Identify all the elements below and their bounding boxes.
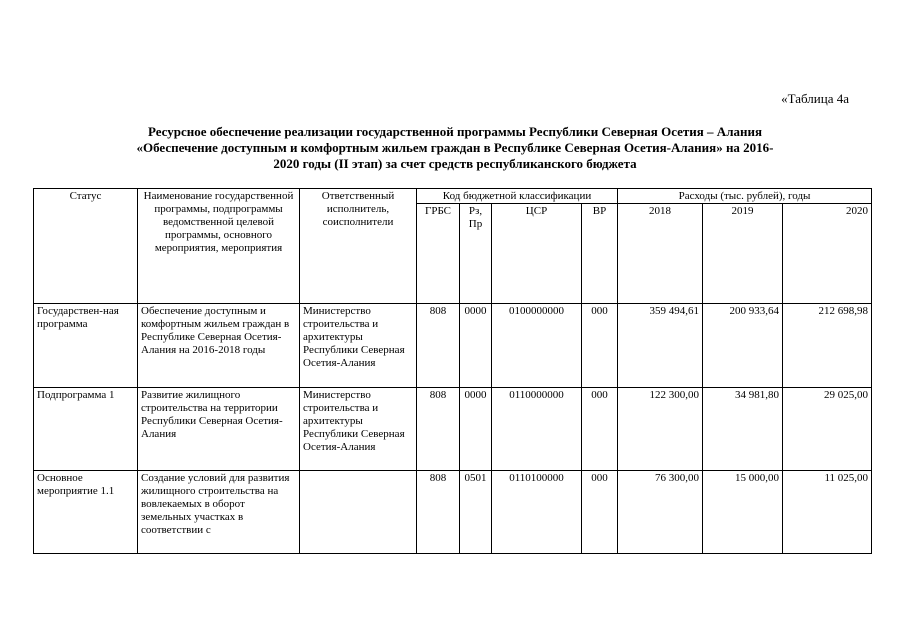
title-line-1: Ресурсное обеспечение реализации государственной программы Республики Северная Осетия – Алания bbox=[147, 124, 762, 139]
cell-vr: 000 bbox=[582, 304, 618, 388]
cell-vr: 000 bbox=[582, 388, 618, 471]
cell-status: Основное мероприятие 1.1 bbox=[34, 471, 138, 554]
header-csr: ЦСР bbox=[492, 204, 582, 304]
cell-2018: 359 494,61 bbox=[618, 304, 703, 388]
header-year-2020: 2020 bbox=[783, 204, 872, 304]
cell-2020: 29 025,00 bbox=[783, 388, 872, 471]
table-row bbox=[34, 388, 872, 471]
cell-2019: 200 933,64 bbox=[703, 304, 783, 388]
cell-name: Развитие жилищного строительства на территории Республики Северная Осетия-Алания bbox=[138, 388, 300, 471]
header-responsible: Ответственный исполнитель, соисполнители bbox=[300, 189, 417, 304]
cell-responsible: Министерство строительства и архитектуры Республики Северная Осетия-Алания bbox=[300, 388, 417, 471]
cell-2019: 15 000,00 bbox=[703, 471, 783, 554]
table-header-row bbox=[34, 189, 872, 204]
table-row bbox=[34, 304, 872, 388]
cell-rz-pr: 0501 bbox=[460, 471, 492, 554]
header-budget-code: Код бюджетной классификации bbox=[417, 189, 618, 204]
cell-rz-pr: 0000 bbox=[460, 388, 492, 471]
cell-2018: 76 300,00 bbox=[618, 471, 703, 554]
cell-grbs: 808 bbox=[417, 304, 460, 388]
cell-rz-pr: 0000 bbox=[460, 304, 492, 388]
cell-grbs: 808 bbox=[417, 471, 460, 554]
document-title bbox=[40, 124, 870, 172]
cell-grbs: 808 bbox=[417, 388, 460, 471]
cell-2020: 11 025,00 bbox=[783, 471, 872, 554]
table-row bbox=[34, 471, 872, 554]
cell-2018: 122 300,00 bbox=[618, 388, 703, 471]
resource-table bbox=[33, 188, 872, 554]
cell-status: Государствен-ная программа bbox=[34, 304, 138, 388]
cell-2020: 212 698,98 bbox=[783, 304, 872, 388]
cell-csr: 0110100000 bbox=[492, 471, 582, 554]
cell-responsible: Министерство строительства и архитектуры Республики Северная Осетия-Алания bbox=[300, 304, 417, 388]
cell-vr: 000 bbox=[582, 471, 618, 554]
header-expenses: Расходы (тыс. рублей), годы bbox=[618, 189, 872, 204]
title-line-3: 2020 годы (II этап) за счет средств республиканского бюджета bbox=[273, 156, 637, 171]
cell-name: Создание условий для развития жилищного строительства на вовлекаемых в оборот земельных участках в соответствии с bbox=[138, 471, 300, 554]
header-year-2018: 2018 bbox=[618, 204, 703, 304]
cell-csr: 0100000000 bbox=[492, 304, 582, 388]
title-line-2: «Обеспечение доступным и комфортным жильем граждан в Республике Северная Осетия-Алания» на 2016- bbox=[136, 140, 774, 155]
cell-status: Подпрограмма 1 bbox=[34, 388, 138, 471]
header-name: Наименование государственной программы, подпрограммы ведомственной целевой программы, основного мероприятия, мероприятия bbox=[138, 189, 300, 304]
table-number-label: «Таблица 4а bbox=[781, 91, 849, 106]
cell-name: Обеспечение доступным и комфортным жильем граждан в Республике Северная Осетия-Алания на 2016-2018 годы bbox=[138, 304, 300, 388]
header-grbs: ГРБС bbox=[417, 204, 460, 304]
header-vr: ВР bbox=[582, 204, 618, 304]
cell-responsible bbox=[300, 471, 417, 554]
header-year-2019: 2019 bbox=[703, 204, 783, 304]
header-status: Статус bbox=[34, 189, 138, 304]
header-rz-pr: Рз, Пр bbox=[460, 204, 492, 304]
cell-csr: 0110000000 bbox=[492, 388, 582, 471]
cell-2019: 34 981,80 bbox=[703, 388, 783, 471]
